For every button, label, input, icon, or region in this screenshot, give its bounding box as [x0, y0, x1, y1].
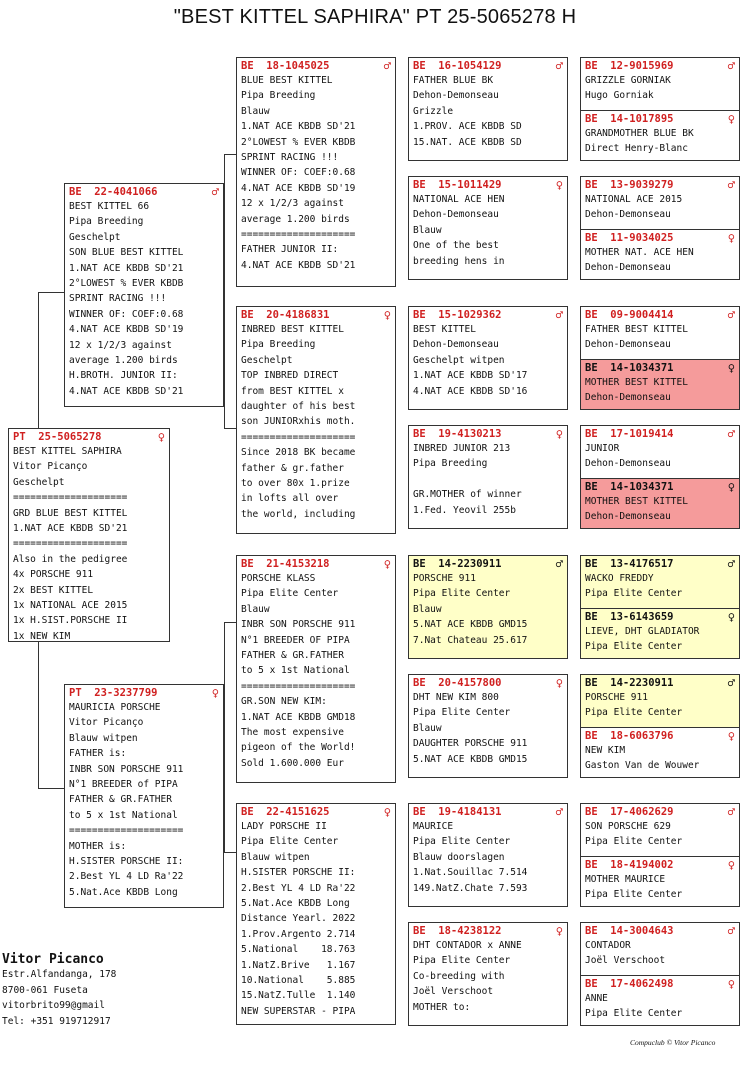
pigeon-details: NATIONAL ACE HEN Dehon-Demonseau Blauw One of the best breeding hens in: [413, 194, 505, 267]
female-icon: ♀: [555, 675, 563, 690]
page-title: "BEST KITTEL SAPHIRA" PT 25-5065278 H: [173, 6, 577, 28]
pigeon-fmm-card: [408, 425, 568, 529]
ring-number: BE 13-4176517: [585, 557, 674, 570]
pigeon-details: GRIZZLE GORNIAK Hugo Gorniak: [585, 75, 671, 102]
owner-address-line: Estr.Alfandanga, 178: [2, 969, 117, 980]
pigeon-details: INBRED JUNIOR 213 Pipa Breeding GR.MOTHER of winner 1.Fed. Yeovil 255b: [413, 443, 522, 516]
pigeon-details: JUNIOR Dehon-Demonseau: [585, 443, 671, 470]
pigeon-pair-ffm: [580, 176, 740, 280]
pigeon-details: LIEVE, DHT GLADIATOR Pipa Elite Center: [585, 626, 700, 653]
ring-number: BE 16-1054129: [413, 59, 502, 72]
pigeon-mffm: [581, 608, 739, 659]
female-icon: ♀: [383, 556, 391, 571]
pigeon-mfmf: [581, 675, 739, 727]
male-icon: ♂: [555, 58, 563, 73]
pigeon-details: LADY PORSCHE II Pipa Elite Center Blauw witpen H.SISTER PORSCHE II: 2.Best YL 4 LD Ra'22 5.Nat.Ace KBDB Long Distance Yearl. 2022 1.Prov.Argento 2.714 5.National 18.763 1.NatZ.Brive 1.167 10.National 5.885 15.NatZ.Tulle 1.140 NEW SUPERSTAR - PIPA: [241, 821, 356, 1017]
female-icon: ♀: [555, 177, 563, 192]
ring-number: BE 13-6143659: [585, 610, 674, 623]
owner-info: [2, 952, 116, 1029]
pigeon-fmmf: [581, 426, 739, 478]
ring-number: BE 13-9039279: [585, 178, 674, 191]
ring-number: BE 14-2230911: [585, 676, 674, 689]
pigeon-mff-card: [408, 555, 568, 659]
pigeon-details: PORSCHE 911 Pipa Elite Center: [585, 692, 683, 719]
pigeon-mmmm: [581, 975, 739, 1026]
pigeon-fmfm: [581, 359, 739, 410]
pigeon-ffm-card: [408, 176, 568, 280]
pigeon-details: FATHER BLUE BK Dehon-Demonseau Grizzle 1.PROV. ACE KBDB SD 15.NAT. ACE KBDB SD: [413, 75, 522, 148]
pigeon-main-card: [8, 428, 170, 642]
pigeon-mmfm: [581, 856, 739, 907]
female-icon: ♀: [727, 728, 735, 743]
pigeon-pair-mmm: [580, 922, 740, 1026]
pigeon-details: MAURICIA PORSCHE Vitor Picanço Blauw witpen FATHER is: INBR SON PORSCHE 911 N°1 BREEDER of PIPA FATHER & GR.FATHER to 5 x 1st National ==================== MOTHER is: H.SISTER PORSCHE II: 2.Best YL 4 LD Ra'22 5.Nat.Ace KBDB Long: [69, 702, 184, 898]
owner-email-line: vitorbrito99@gmail: [2, 1000, 105, 1011]
pigeon-fmmm: [581, 478, 739, 529]
pigeon-pair-fmm: [580, 425, 740, 529]
pigeon-father-card: [64, 183, 224, 407]
female-icon: ♀: [555, 426, 563, 441]
ring-number: BE 18-4238122: [413, 924, 502, 937]
pigeon-ffmf: [581, 177, 739, 229]
ring-number: BE 19-4130213: [413, 427, 502, 440]
pigeon-mf-card: [236, 555, 396, 783]
female-icon: ♀: [727, 857, 735, 872]
pigeon-details: SON PORSCHE 629 Pipa Elite Center: [585, 821, 683, 848]
pigeon-mmmf: [581, 923, 739, 975]
pigeon-details: FATHER BEST KITTEL Dehon-Demonseau: [585, 324, 688, 351]
male-icon: ♂: [727, 923, 735, 938]
ring-number: BE 22-4151625: [241, 805, 330, 818]
pigeon-details: INBRED BEST KITTEL Pipa Breeding Geschelpt TOP INBRED DIRECT from BEST KITTEL x daughter of his best son JUNIORxhis moth. ==================== Since 2018 BK became father & gr.father to over 80x 1.prize in lofts all over the world, including: [241, 324, 356, 520]
pigeon-details: BEST KITTEL 66 Pipa Breeding Geschelpt SON BLUE BEST KITTEL 1.NAT ACE KBDB SD'21 2°LOWEST % EVER KBDB SPRINT RACING !!! WINNER OF: COEF:0.68 4.NAT ACE KBDB SD'19 12 x 1/2/3 against average 1.200 birds H.BROTH. JUNIOR II: 4.NAT ACE KBDB SD'21: [69, 201, 184, 397]
owner-name: Vitor Picanco: [2, 952, 104, 967]
pigeon-fm-card: [236, 306, 396, 534]
pigeon-details: BEST KITTEL SAPHIRA Vitor Picanço Geschelpt ==================== GRD BLUE BEST KITTEL 1.NAT ACE KBDB SD'21 ==================== Also in the pedigree 4x PORSCHE 911 2x BEST KITTEL 1x NATIONAL ACE 2015 1x H.SIST.PORSCHE II 1x NEW KIM: [13, 446, 128, 642]
ring-number: BE 18-1045025: [241, 59, 330, 72]
ring-number: BE 14-1034371: [585, 480, 674, 493]
pigeon-pair-mff: [580, 555, 740, 659]
pigeon-fff-card: [408, 57, 568, 161]
ring-number: BE 12-9015969: [585, 59, 674, 72]
male-icon: ♂: [727, 426, 735, 441]
ring-number: BE 14-2230911: [413, 557, 502, 570]
pigeon-details: DHT NEW KIM 800 Pipa Elite Center Blauw DAUGHTER PORSCHE 911 5.NAT ACE KBDB GMD15: [413, 692, 528, 765]
female-icon: ♀: [727, 230, 735, 245]
male-icon: ♂: [727, 556, 735, 571]
ring-number: BE 17-4062498: [585, 977, 674, 990]
pigeon-details: MOTHER NAT. ACE HEN Dehon-Demonseau: [585, 247, 694, 274]
female-icon: ♀: [157, 429, 165, 444]
pigeon-mfff: [581, 556, 739, 608]
pigeon-details: MOTHER MAURICE Pipa Elite Center: [585, 874, 683, 901]
male-icon: ♂: [383, 58, 391, 73]
ring-number: BE 14-3004643: [585, 924, 674, 937]
pigeon-pair-fmf: [580, 306, 740, 410]
female-icon: ♀: [727, 609, 735, 624]
pigeon-pair-fff: [580, 57, 740, 161]
pigeon-ff-card: [236, 57, 396, 287]
pigeon-details: NEW KIM Gaston Van de Wouwer: [585, 745, 700, 772]
software-credit: Compuclub © Vitor Picanco: [630, 1038, 716, 1047]
ring-number: BE 18-6063796: [585, 729, 674, 742]
ring-number: BE 09-9004414: [585, 308, 674, 321]
pigeon-pair-mfm: [580, 674, 740, 778]
pigeon-details: MAURICE Pipa Elite Center Blauw doorslagen 1.Nat.Souillac 7.514 149.NatZ.Chate 7.593: [413, 821, 528, 894]
pigeon-fmf-card: [408, 306, 568, 410]
pigeon-details: NATIONAL ACE 2015 Dehon-Demonseau: [585, 194, 683, 221]
pigeon-mmf-card: [408, 803, 568, 907]
female-icon: ♀: [727, 360, 735, 375]
ring-number: BE 14-1034371: [585, 361, 674, 374]
male-icon: ♂: [727, 804, 735, 819]
ring-number: PT 23-3237799: [69, 686, 158, 699]
ring-number: BE 22-4041066: [69, 185, 158, 198]
ring-number: BE 14-1017895: [585, 112, 674, 125]
ring-number: BE 20-4157800: [413, 676, 502, 689]
female-icon: ♀: [727, 479, 735, 494]
pigeon-mfmm: [581, 727, 739, 778]
pigeon-details: PORSCHE KLASS Pipa Elite Center Blauw INBR SON PORSCHE 911 N°1 BREEDER OF PIPA FATHER & GR.FATHER to 5 x 1st National ==================== GR.SON NEW KIM: 1.NAT ACE KBDB GMD18 The most expensive pigeon of the World! Sold 1.600.000 Eur: [241, 573, 356, 769]
pigeon-details: PORSCHE 911 Pipa Elite Center Blauw 5.NAT ACE KBDB GMD15 7.Nat Chateau 25.617: [413, 573, 528, 646]
male-icon: ♂: [555, 556, 563, 571]
ring-number: BE 15-1029362: [413, 308, 502, 321]
male-icon: ♂: [727, 58, 735, 73]
ring-number: BE 15-1011429: [413, 178, 502, 191]
pigeon-details: DHT CONTADOR x ANNE Pipa Elite Center Co-breeding with Joël Verschoot MOTHER to:: [413, 940, 522, 1013]
pigeon-mmff: [581, 804, 739, 856]
ring-number: BE 19-4184131: [413, 805, 502, 818]
ring-number: BE 11-9034025: [585, 231, 674, 244]
pigeon-mfm-card: [408, 674, 568, 778]
ring-number: BE 21-4153218: [241, 557, 330, 570]
ring-number: PT 25-5065278: [13, 430, 102, 443]
female-icon: ♀: [727, 976, 735, 991]
pigeon-details: MOTHER BEST KITTEL Dehon-Demonseau: [585, 377, 688, 404]
ring-number: BE 17-4062629: [585, 805, 674, 818]
female-icon: ♀: [211, 685, 219, 700]
pigeon-details: BEST KITTEL Dehon-Demonseau Geschelpt witpen 1.NAT ACE KBDB SD'17 4.NAT ACE KBDB SD'16: [413, 324, 528, 397]
pigeon-details: MOTHER BEST KITTEL Dehon-Demonseau: [585, 496, 688, 523]
female-icon: ♀: [727, 111, 735, 126]
male-icon: ♂: [727, 177, 735, 192]
pigeon-mmm-card: [408, 922, 568, 1026]
ring-number: BE 18-4194002: [585, 858, 674, 871]
male-icon: ♂: [727, 307, 735, 322]
female-icon: ♀: [383, 307, 391, 322]
male-icon: ♂: [727, 675, 735, 690]
male-icon: ♂: [211, 184, 219, 199]
pigeon-details: ANNE Pipa Elite Center: [585, 993, 683, 1020]
pigeon-pair-mmf: [580, 803, 740, 907]
pigeon-details: BLUE BEST KITTEL Pipa Breeding Blauw 1.NAT ACE KBDB SD'21 2°LOWEST % EVER KBDB SPRINT RACING !!! WINNER OF: COEF:0.68 4.NAT ACE KBDB SD'19 12 x 1/2/3 against average 1.200 birds ==================== FATHER JUNIOR II: 4.NAT ACE KBDB SD'21: [241, 75, 356, 271]
female-icon: ♀: [383, 804, 391, 819]
pigeon-mm-card: [236, 803, 396, 1025]
pigeon-fffm: [581, 110, 739, 161]
pigeon-details: CONTADOR Joël Verschoot: [585, 940, 666, 967]
owner-phone-line: Tel: +351 919712917: [2, 1015, 111, 1027]
pigeon-mother-card: [64, 684, 224, 908]
female-icon: ♀: [555, 923, 563, 938]
ring-number: BE 17-1019414: [585, 427, 674, 440]
pigeon-ffmm: [581, 229, 739, 280]
pigeon-details: GRANDMOTHER BLUE BK Direct Henry-Blanc: [585, 128, 694, 155]
pigeon-details: WACKO FREDDY Pipa Elite Center: [585, 573, 683, 600]
pigeon-fmff: [581, 307, 739, 359]
male-icon: ♂: [555, 307, 563, 322]
male-icon: ♂: [555, 804, 563, 819]
ring-number: BE 20-4186831: [241, 308, 330, 321]
pigeon-ffff: [581, 58, 739, 110]
owner-city-line: 8700-061 Fuseta: [2, 984, 88, 996]
